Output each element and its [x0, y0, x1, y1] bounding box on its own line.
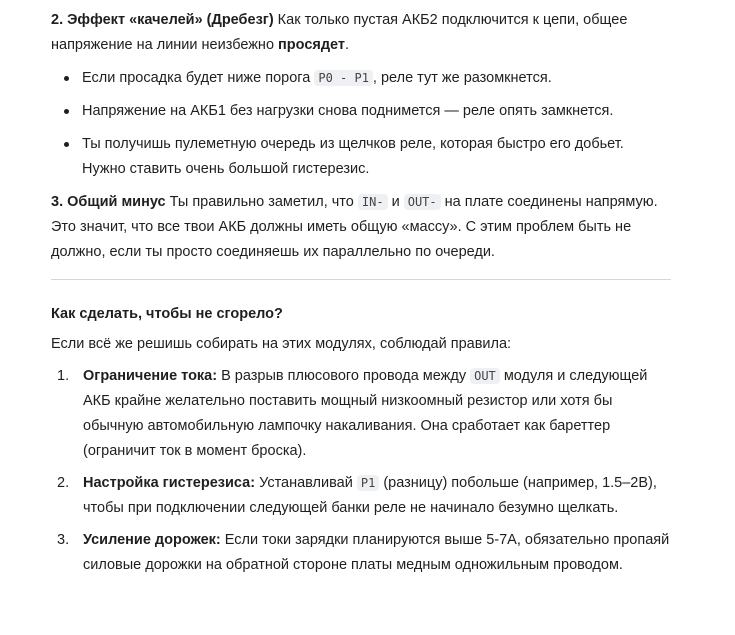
rule-item: [57, 364, 671, 464]
inline-code: IN-: [358, 194, 388, 210]
inline-code: P0 - P1: [314, 70, 373, 86]
inline-code: OUT: [470, 368, 500, 384]
section-2-bold-word: просядет: [278, 37, 346, 53]
list-number: 3.: [57, 532, 70, 548]
bullet-item: [82, 132, 671, 182]
rule-text: (разницу) побольше (например, 1.5–2В), чтобы при подключении следующей банки реле не начинало безумно щелкать.: [83, 475, 657, 516]
answer-content: [51, 8, 671, 585]
rules-list: [51, 364, 671, 578]
safety-intro: Если всё же решишь собирать на этих модулях, соблюдай правила:: [51, 336, 512, 352]
section-2-title: 2. Эффект «качелей» (Дребезг): [51, 12, 274, 28]
bullet-item: [82, 66, 671, 91]
list-number: 2.: [57, 475, 70, 491]
section-2-text: Как только пустая АКБ2 подключится к цепи, общее напряжение на линии неизбежно: [51, 12, 628, 53]
rule-item: [57, 471, 671, 521]
rule-text: Если токи зарядки планируются выше 5-7А, обязательно пропаяй силовые дорожки на обратной стороне платы медным одножильным проводом.: [83, 532, 670, 573]
rule-title: Настройка гистерезиса:: [83, 475, 256, 491]
inline-code: OUT-: [404, 194, 441, 210]
rule-text: В разрыв плюсового провода между: [217, 368, 471, 384]
section-3-text: Ты правильно заметил, что: [165, 194, 358, 210]
bullet-item: [82, 99, 671, 124]
rule-text: Устанавливай: [255, 475, 357, 491]
list-number: 1.: [57, 368, 70, 384]
section-3-text: и: [387, 194, 404, 210]
rule-item: [57, 528, 671, 578]
rule-title: Усиление дорожек:: [83, 532, 221, 548]
bullet-text: Ты получишь пулеметную очередь из щелчков реле, которая быстро его добьет. Нужно ставить очень большой гистерезис.: [82, 136, 624, 177]
inline-code: P1: [357, 475, 379, 491]
rule-title: Ограничение тока:: [83, 368, 218, 384]
bullet-text: , реле тут же разомкнется.: [372, 70, 552, 86]
section-2-paragraph: [51, 8, 671, 58]
safety-heading-text: Как сделать, чтобы не сгорело?: [51, 306, 283, 322]
section-3-text: на плате соединены напрямую. Это значит, что все твои АКБ должны иметь общую «массу». С этим проблем быть не должно, если ты просто соединяешь их параллельно по очереди.: [51, 194, 658, 260]
section-3-title: 3. Общий минус: [51, 194, 166, 210]
safety-heading: [51, 302, 671, 327]
section-3-paragraph: [51, 190, 671, 265]
rule-text: модуля и следующей АКБ крайне желательно поставить мощный низкоомный резистор или хотя бы обычную автомобильную лампочку накаливания. Она сработает как бареттер (ограничит ток в момент броска).: [83, 368, 648, 459]
horizontal-divider: [51, 279, 671, 280]
section-2-bullet-list: [51, 66, 671, 182]
bullet-text: Если просадка будет ниже порога: [82, 70, 315, 86]
bullet-text: Напряжение на АКБ1 без нагрузки снова поднимется — реле опять замкнется.: [82, 103, 614, 119]
section-2-text-end: .: [345, 37, 350, 53]
